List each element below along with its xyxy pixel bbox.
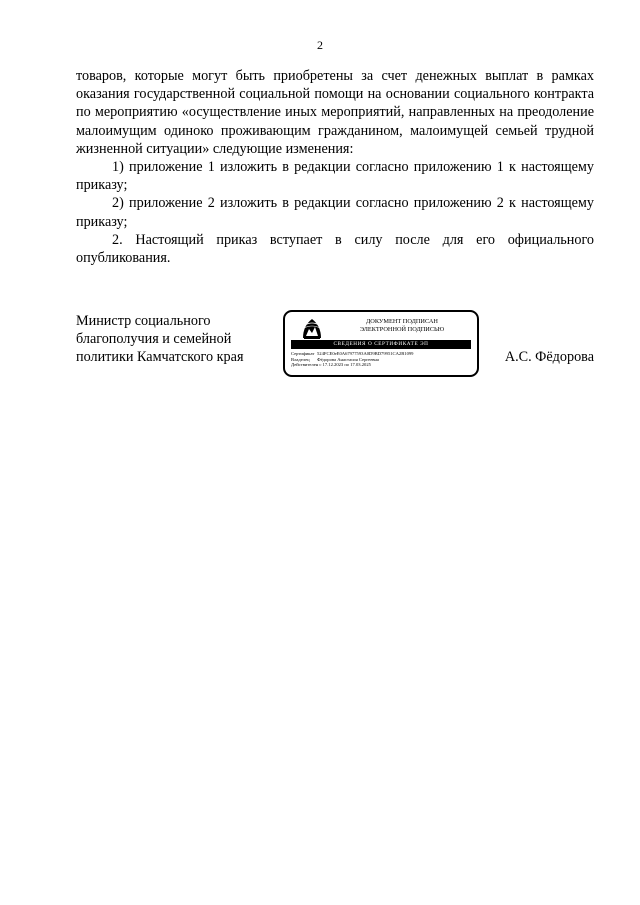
emblem-icon bbox=[301, 316, 323, 340]
stamp-header bbox=[329, 318, 475, 333]
stamp-header-line: ЭЛЕКТРОННОЙ ПОДПИСЬЮ bbox=[359, 325, 445, 333]
signer-title-line: Министр социального bbox=[76, 313, 211, 329]
electronic-signature-stamp bbox=[283, 310, 479, 377]
stamp-owner-label: Владелец bbox=[291, 356, 310, 362]
signer-title-line: благополучия и семейной bbox=[76, 331, 232, 348]
document-body bbox=[76, 67, 594, 267]
page-number: 2 bbox=[317, 38, 323, 52]
signer-title-line: политики Камчатского края bbox=[76, 349, 244, 366]
stamp-details bbox=[291, 351, 473, 368]
stamp-certificate-label: Сертификат bbox=[291, 351, 315, 356]
paragraph-item-1: 1) приложение 1 изложить в редакции согласно приложению 1 к настоящему приказу; bbox=[76, 159, 594, 194]
stamp-validity-row: Действителен с 17.12.2023 по 17.03.2025 bbox=[291, 362, 371, 368]
signer-name: А.С. Фёдорова bbox=[504, 349, 594, 365]
stamp-certificate-value: 524FCE0eE0A67977593A0D9BD79951CA2B1099 bbox=[317, 351, 414, 356]
stamp-certificate-bar: СВЕДЕНИЯ О СЕРТИФИКАТЕ ЭП bbox=[291, 340, 471, 349]
signer-title bbox=[76, 312, 266, 367]
stamp-header-line: ДОКУМЕНТ ПОДПИСАН bbox=[366, 318, 438, 325]
paragraph-intro: товаров, которые могут быть приобретены за счет денежных выплат в рамках оказания государственной социальной помощи на основании социального контракта по мероприятию «осуществление иных мероприятий, направленных на преодоление малоимущим одиноко проживающим гражданином, малоимущей семьей трудной жизненной ситуации» следующие изменения: bbox=[76, 68, 594, 157]
paragraph-item-2: 2) приложение 2 изложить в редакции согласно приложению 2 к настоящему приказу; bbox=[76, 195, 594, 230]
stamp-owner-value: Фёдорова Анастасия Сергеевна bbox=[317, 356, 379, 362]
paragraph-effective-date: 2. Настоящий приказ вступает в силу после для его официального опубликования. bbox=[76, 231, 594, 267]
